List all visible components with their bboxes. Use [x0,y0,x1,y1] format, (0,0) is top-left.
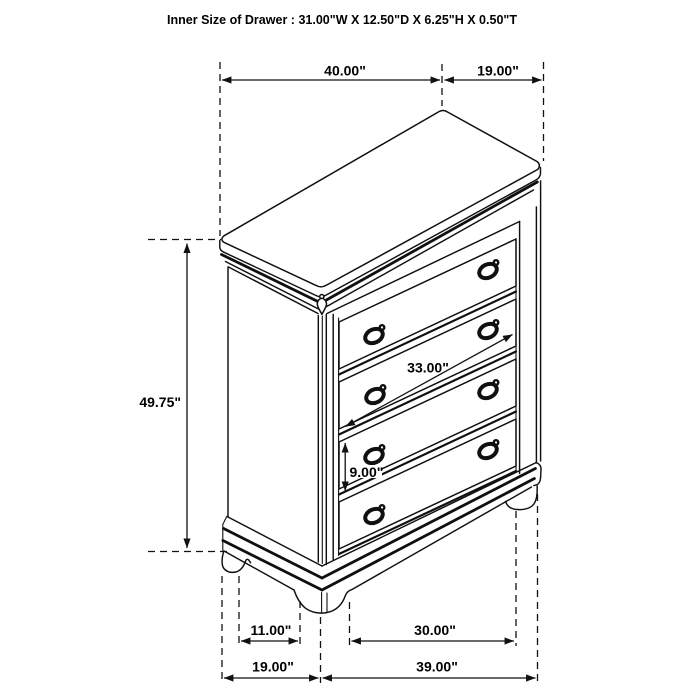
corner-finial-drop [317,298,326,314]
base-top-edge-left [227,517,322,567]
dimension-label: 19.00" [252,658,294,675]
dimension-label: 9.00" [349,464,384,480]
dimension-label: 33.00" [407,359,449,376]
base-right-return [534,463,541,486]
front-corner-foot [294,590,352,614]
dimension-label: 40.00" [324,62,366,79]
dimension-side-feet-spacing [239,576,300,646]
dimension-label: 19.00" [477,62,519,79]
dimension-label: 39.00" [416,658,458,675]
left-bracket-foot [222,552,251,573]
base-left-end-tick [223,517,227,551]
dimension-overall-height [139,240,232,552]
dimension-label: 49.75" [139,394,181,410]
base-molding-band [223,541,322,591]
dimension-label: 11.00" [250,622,292,638]
chest-corner-post [318,315,326,565]
right-bracket-foot [506,486,538,510]
dimension-label: 30.00" [414,622,456,638]
diagram-title: Inner Size of Drawer : 31.00"W X 12.50"D X 6.25"H X 0.50"T [167,12,518,27]
chest-illustration [220,111,541,614]
